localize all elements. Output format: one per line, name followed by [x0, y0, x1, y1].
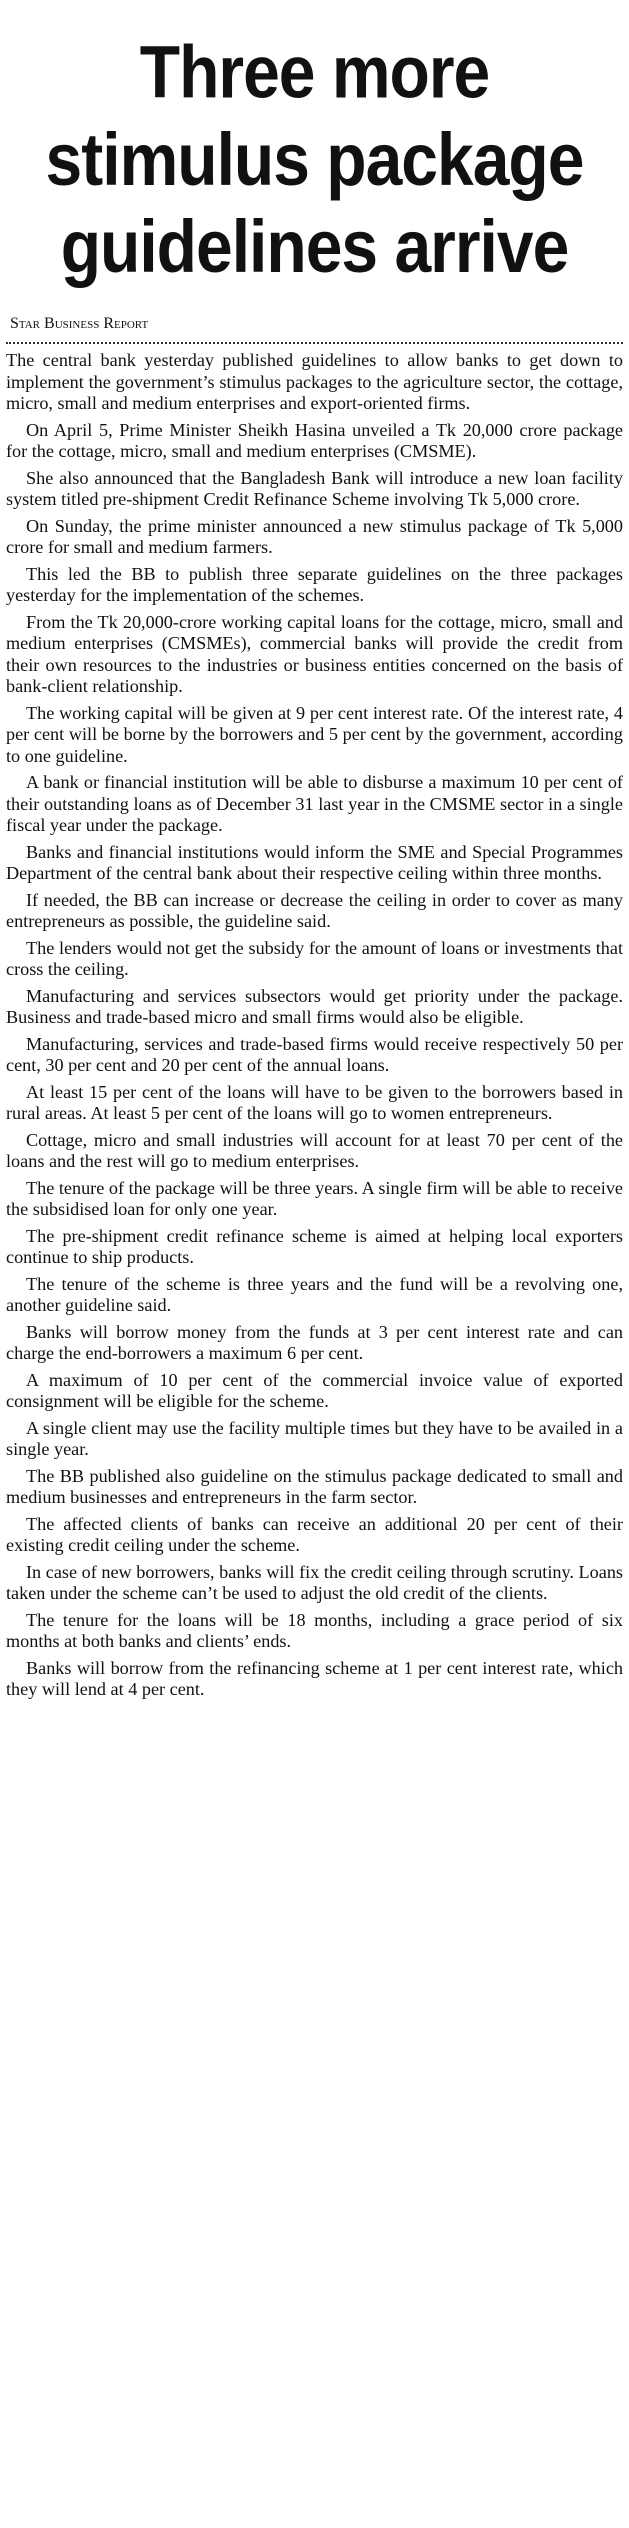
paragraph: A maximum of 10 per cent of the commercial invoice value of exported consignment will be eligible for the scheme. — [6, 1369, 623, 1411]
paragraph: A single client may use the facility multiple times but they have to be availed in a single year. — [6, 1417, 623, 1459]
paragraph: The tenure of the package will be three years. A single firm will be able to receive the subsidised loan for only one year. — [6, 1177, 623, 1219]
dotted-divider — [6, 342, 623, 344]
paragraph: The lenders would not get the subsidy for the amount of loans or investments that cross the ceiling. — [6, 937, 623, 979]
paragraph: The affected clients of banks can receive an additional 20 per cent of their existing credit ceiling under the scheme. — [6, 1513, 623, 1555]
paragraph: A bank or financial institution will be able to disburse a maximum 10 per cent of their outstanding loans as of December 31 last year in the CMSME sector in a single fiscal year under the package. — [6, 772, 623, 835]
paragraph: Banks will borrow money from the funds at 3 per cent interest rate and can charge the end-borrowers a maximum 6 per cent. — [6, 1321, 623, 1363]
paragraph: On April 5, Prime Minister Sheikh Hasina unveiled a Tk 20,000 crore package for the cottage, micro, small and medium enterprises (CMSME). — [6, 419, 623, 461]
paragraph: Banks will borrow from the refinancing scheme at 1 per cent interest rate, which they will lend at 4 per cent. — [6, 1657, 623, 1699]
paragraph: In case of new borrowers, banks will fix the credit ceiling through scrutiny. Loans taken under the scheme can’t be used to adjust the old credit of the clients. — [6, 1561, 623, 1603]
paragraph: The central bank yesterday published guidelines to allow banks to get down to implement the government’s stimulus packages to the agriculture sector, the cottage, micro, small and medium enterprises and export-oriented firms. — [6, 350, 623, 413]
paragraph: If needed, the BB can increase or decrease the ceiling in order to cover as many entrepreneurs as possible, the guideline said. — [6, 889, 623, 931]
paragraph: Cottage, micro and small industries will account for at least 70 per cent of the loans and the rest will go to medium enterprises. — [6, 1129, 623, 1171]
byline: Star Business Report — [10, 315, 149, 332]
paragraph: She also announced that the Bangladesh Bank will introduce a new loan facility system titled pre-shipment Credit Refinance Scheme involving Tk 5,000 crore. — [6, 467, 623, 509]
headline: Three more stimulus package guidelines arrive — [45, 30, 584, 288]
paragraph: On Sunday, the prime minister announced a new stimulus package of Tk 5,000 crore for small and medium farmers. — [6, 515, 623, 557]
paragraph: The working capital will be given at 9 per cent interest rate. Of the interest rate, 4 per cent will be borne by the borrowers and 5 per cent by the government, according to one guideline. — [6, 702, 623, 766]
paragraph: The pre-shipment credit refinance scheme is aimed at helping local exporters continue to ship products. — [6, 1225, 623, 1267]
paragraph: The BB published also guideline on the stimulus package dedicated to small and medium businesses and entrepreneurs in the farm sector. — [6, 1465, 623, 1507]
paragraph: The tenure of the scheme is three years and the fund will be a revolving one, another guideline said. — [6, 1273, 623, 1315]
article-body — [6, 350, 623, 1701]
paragraph: The tenure for the loans will be 18 months, including a grace period of six months at both banks and clients’ ends. — [6, 1609, 623, 1651]
paragraph: At least 15 per cent of the loans will have to be given to the borrowers based in rural areas. At least 5 per cent of the loans will go to women entrepreneurs. — [6, 1081, 623, 1123]
paragraph: Manufacturing, services and trade-based firms would receive respectively 50 per cent, 30 per cent and 20 per cent of the annual loans. — [6, 1033, 623, 1075]
paragraph: Banks and financial institutions would inform the SME and Special Programmes Department of the central bank about their respective ceiling within three months. — [6, 841, 623, 883]
paragraph: Manufacturing and services subsectors would get priority under the package. Business and trade-based micro and small firms would also be eligible. — [6, 985, 623, 1027]
paragraph: From the Tk 20,000-crore working capital loans for the cottage, micro, small and medium enterprises (CMSMEs), commercial banks will provide the credit from their own resources to the industries or business entities concerned on the basis of bank-client relationship. — [6, 611, 623, 696]
paragraph: This led the BB to publish three separate guidelines on the three packages yesterday for the implementation of the schemes. — [6, 563, 623, 605]
